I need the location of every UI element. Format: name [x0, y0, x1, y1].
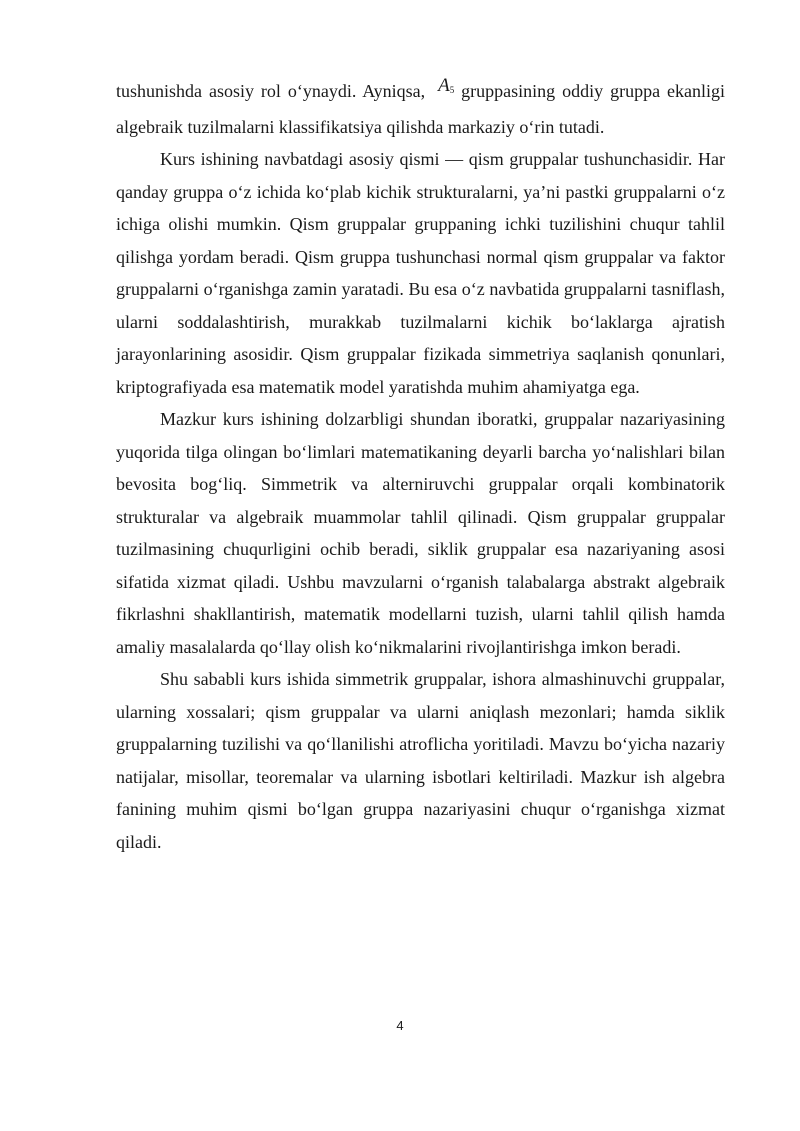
- math-subscript: 5: [449, 85, 455, 95]
- paragraph-1-text-start: tushunishda asosiy rol o‘ynaydi. Ayniqsa,: [116, 81, 433, 101]
- paragraph-4: Shu sababli kurs ishida simmetrik gruppalar, ishora almashinuvchi gruppalar, ularning xossalari; qism gruppalar va ularni aniqlash mezonlari; hamda siklik gruppalarning tuzilishi va qo‘llanilishi atroflicha yoritiladi. Mavzu bo‘yicha nazariy natijalar, misollar, teoremalar va ularning isbotlari keltiriladi. Mazkur ish algebra fanining muhim qismi bo‘lgan gruppa nazariyasini chuqur o‘rganishga xizmat qiladi.: [116, 669, 725, 852]
- math-symbol-a5: [438, 75, 454, 96]
- paragraph-2: Kurs ishining navbatdagi asosiy qismi — qism gruppalar tushunchasidir. Har qanday gruppa o‘z ichida ko‘plab kichik strukturalarni, ya’ni pastki gruppalarni o‘z ichiga olishi mumkin. Qism gruppalar gruppaning ichki tuzilishini chuqur tahlil qilishga yordam beradi. Qism gruppa tushunchasi normal qism gruppalar va faktor gruppalarni o‘rganishga zamin yaratadi. Bu esa o‘z navbatida gruppalarni tasniflash, ularni soddalashtirish, murakkab tuzilmalarni kichik bo‘laklarga ajratish jarayonlarining asosidir. Qism gruppalar fizikada simmetriya saqlanish qonunlari, kriptografiyada esa matematik model yaratishda muhim ahamiyatga ega.: [116, 149, 725, 397]
- paragraph-3: Mazkur kurs ishining dolzarbligi shundan iboratki, gruppalar nazariyasining yuqorida tilga olingan bo‘limlari matematikaning deyarli barcha yo‘nalishlari bilan bevosita bog‘liq. Simmetrik va alterniruvchi gruppalar orqali kombinatorik strukturalar va algebraik muammolar tahlil qilinadi. Qism gruppalar gruppalar tuzilmasining chuqurligini ochib beradi, siklik gruppalar esa nazariyaning asosi sifatida xizmat qiladi. Ushbu mavzularni o‘rganish talabalarga abstrakt algebraik fikrlashni shakllantirish, matematik modellarni tuzish, ularni tahlil qilish hamda amaliy masalalarda qo‘llay olish ko‘nikmalarini rivojlantirishga imkon beradi.: [116, 409, 725, 657]
- page-number: 4: [396, 1018, 404, 1033]
- document-page: [116, 75, 725, 858]
- paragraph-1: [116, 75, 725, 143]
- math-symbol: A: [438, 75, 450, 96]
- paragraph-1-text-end: gruppasining oddiy gruppa ekanligi algebraik tuzilmalarni klassifikatsiya qilishda markaziy o‘rin tutadi.: [116, 81, 725, 137]
